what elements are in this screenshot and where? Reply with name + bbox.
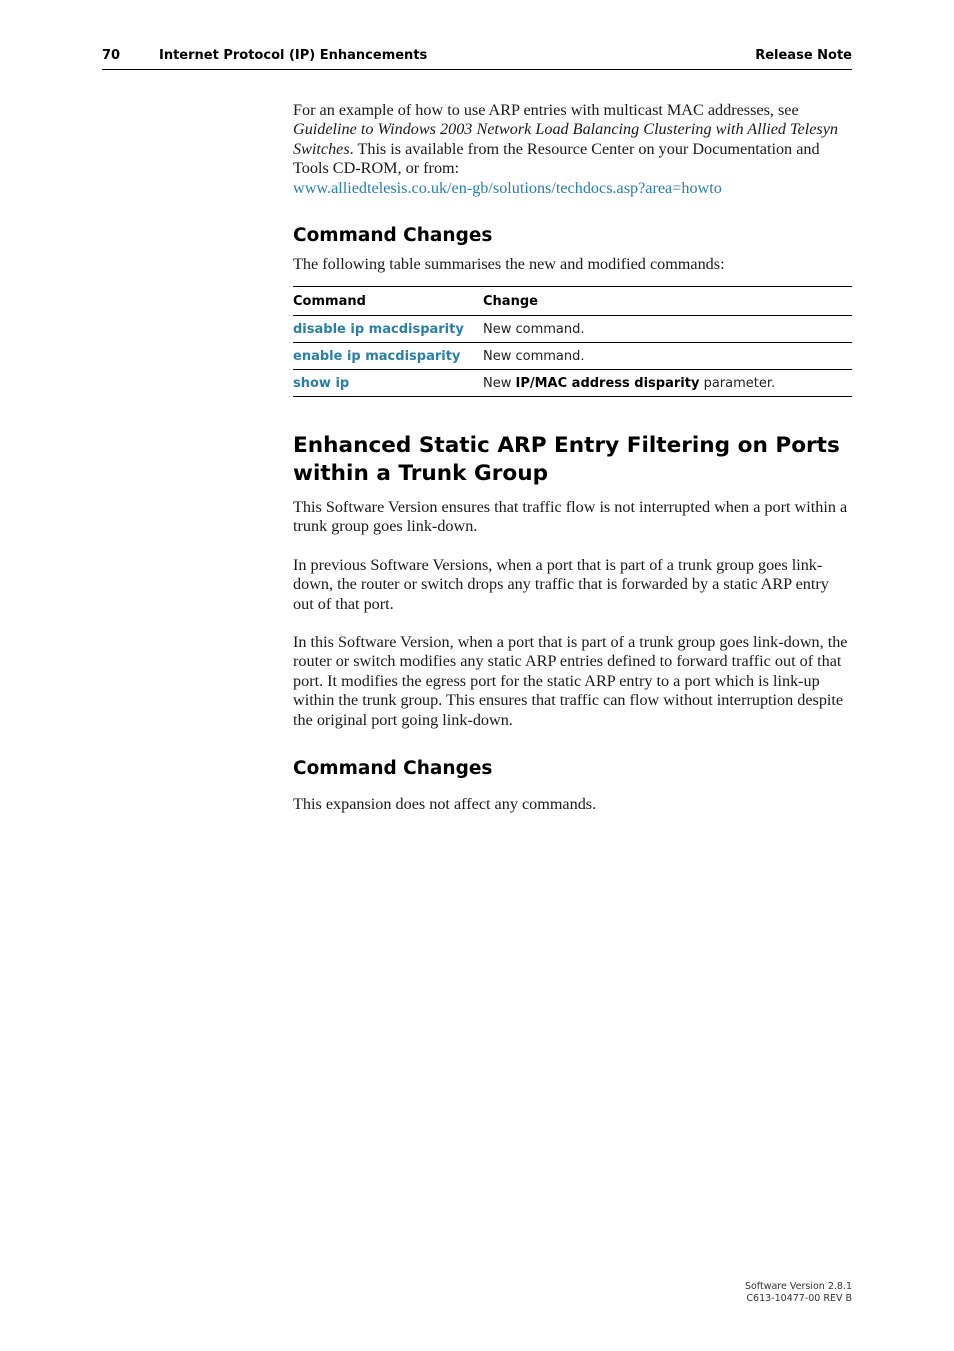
chapter-title: Internet Protocol (IP) Enhancements — [159, 48, 428, 63]
no-commands-text: This expansion does not affect any commands. — [293, 795, 597, 813]
change-cell: New command. — [483, 343, 852, 370]
command-link-show-ip[interactable]: show ip — [293, 375, 350, 391]
table-row — [293, 316, 852, 343]
page-number: 70 — [102, 48, 121, 63]
howto-url-link[interactable]: www.alliedtelesis.co.uk/en-gb/solutions/techdocs.asp?area=howto — [293, 178, 722, 197]
software-version: Software Version 2.8.1 — [744, 1281, 852, 1292]
document-type: Release Note — [755, 48, 852, 63]
change-prefix: New — [483, 375, 516, 391]
change-cell — [483, 370, 852, 397]
section-paragraph-2: In previous Software Versions, when a port that is part of a trunk group goes link-down, the router or switch drops any traffic that is forwarded by a static ARP entry out of that port. — [293, 555, 829, 613]
command-cell — [293, 316, 483, 343]
column-header-change: Change — [483, 287, 852, 316]
intro-paragraph — [293, 101, 853, 198]
command-link-disable-ip-macdisparity[interactable]: disable ip macdisparity — [293, 321, 464, 337]
intro-text-after: . This is available from the Resource Center on your Documentation and Tools CD-ROM, or from: — [293, 139, 820, 178]
section-paragraph-3: In this Software Version, when a port that is part of a trunk group goes link-down, the router or switch modifies any static ARP entries defined to forward traffic out of that port. It modifies the egress port for the static ARP entry to a port which is link-up within the trunk group. This ensures that traffic can flow without interruption despite the original port going link-down. — [293, 633, 848, 729]
intro-text-before: For an example of how to use ARP entries with multicast MAC addresses, see — [293, 101, 799, 119]
table-header-row — [293, 287, 852, 316]
table-row — [293, 370, 852, 397]
table-row — [293, 343, 852, 370]
trunk-arp-section — [293, 432, 853, 730]
command-changes-1 — [293, 225, 853, 397]
command-changes-heading: Command Changes — [293, 758, 493, 779]
table-lead-text: The following table summarises the new and modified commands: — [293, 255, 725, 273]
command-cell — [293, 343, 483, 370]
intro-block — [293, 101, 853, 198]
change-suffix: parameter. — [699, 375, 776, 391]
parameter-name: IP/MAC address disparity — [515, 375, 700, 391]
change-cell: New command. — [483, 316, 852, 343]
command-changes-2 — [293, 758, 853, 814]
page-header — [102, 48, 852, 70]
command-changes-heading: Command Changes — [293, 225, 493, 246]
page-footer — [745, 1281, 852, 1304]
column-header-command: Command — [293, 287, 483, 316]
section-title: Enhanced Static ARP Entry Filtering on Ports within a Trunk Group — [293, 433, 840, 486]
section-paragraph-1: This Software Version ensures that traffic flow is not interrupted when a port within a trunk group goes link-down. — [293, 498, 848, 536]
command-cell — [293, 370, 483, 397]
command-link-enable-ip-macdisparity[interactable]: enable ip macdisparity — [293, 348, 461, 364]
document-id: C613-10477-00 REV B — [746, 1292, 852, 1304]
guide-title: Guideline to Windows 2003 Network Load Balancing Clustering with Allied Telesyn Switches — [293, 120, 838, 158]
command-table — [293, 286, 852, 397]
